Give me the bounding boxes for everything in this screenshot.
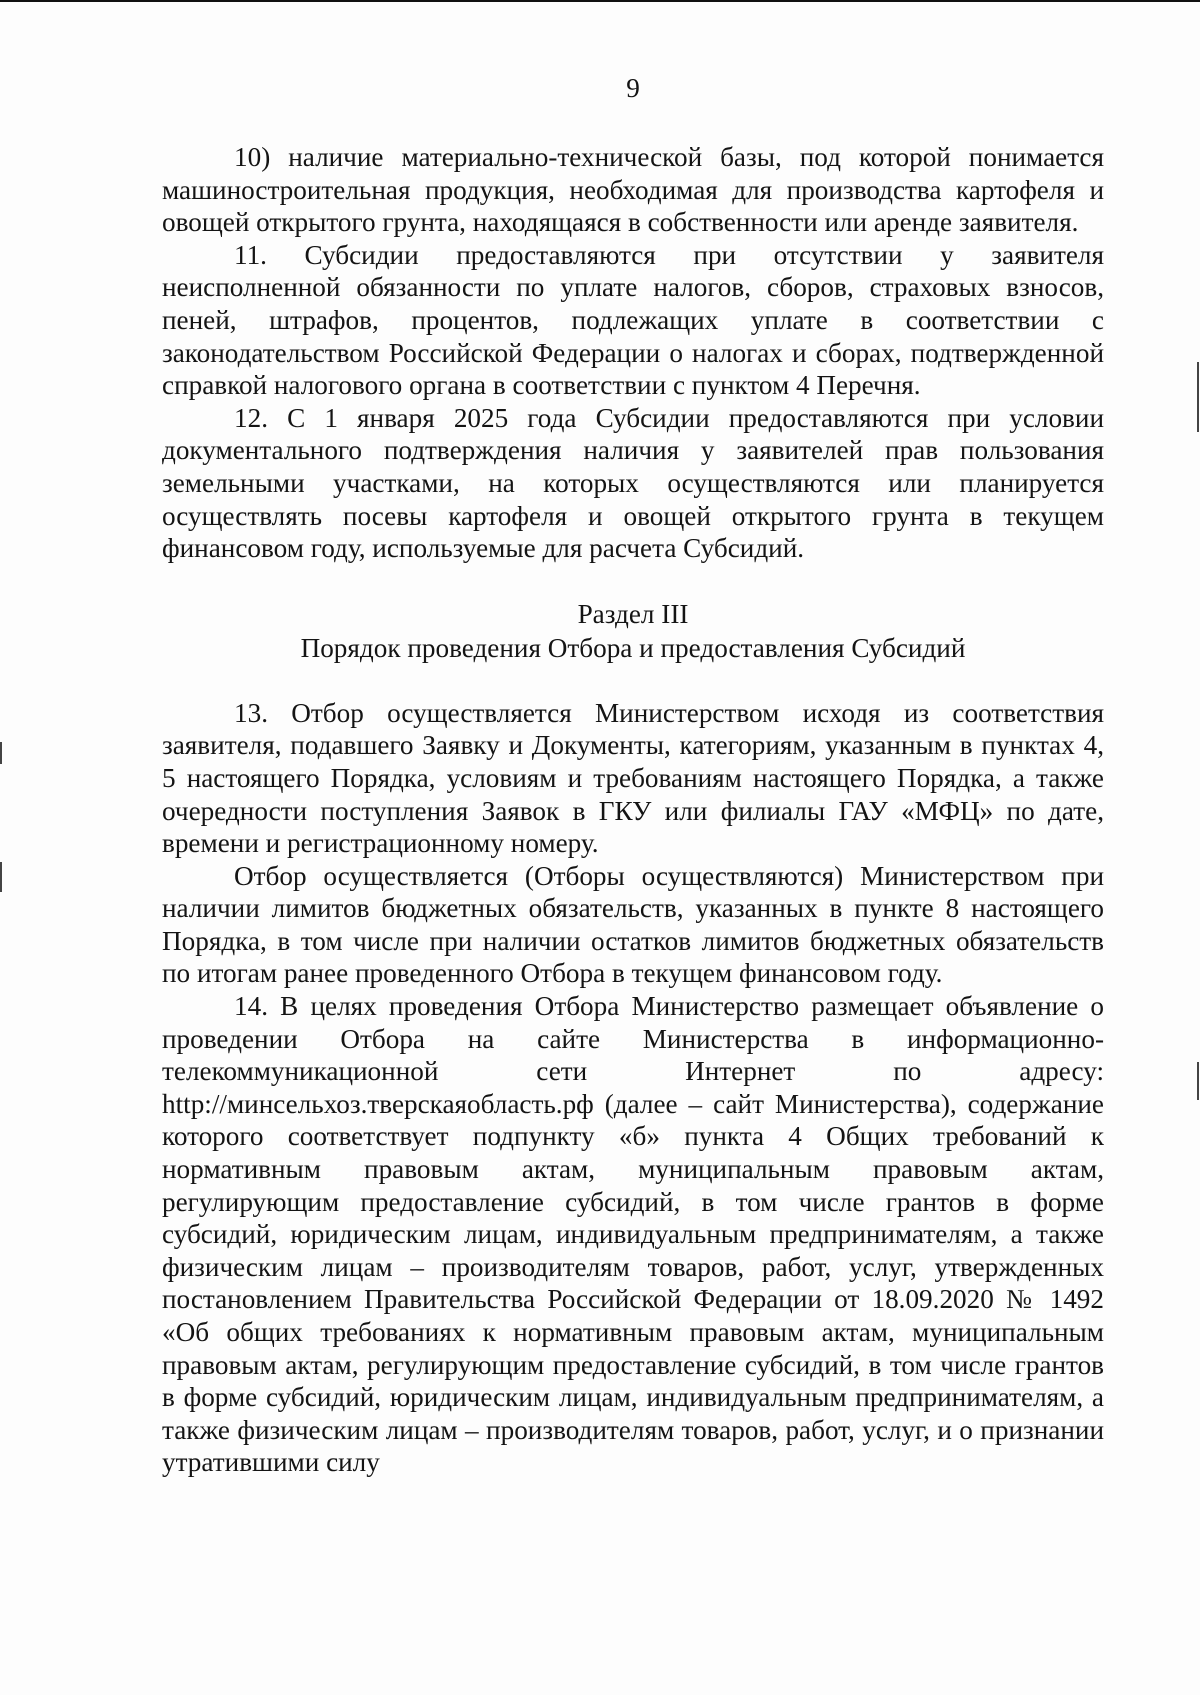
scan-top-edge [0,0,1200,2]
scan-mark [0,862,2,892]
scan-mark [0,742,2,764]
section-number: Раздел III [577,598,689,629]
section-title: Порядок проведения Отбора и предоставления Субсидий [300,632,966,663]
paragraph-14 [162,990,1104,1479]
paragraph-13-continued: Отбор осуществляется (Отборы осуществляются) Министерством при наличии лимитов бюджетных обязательств, указанных в пункте 8 настоящего Порядка, в том числе при наличии остатков лимитов бюджетных обязательств по итогам ранее проведенного Отбора в текущем финансовом году. [162,860,1104,989]
page-number: 9 [626,73,640,103]
section-heading [162,597,1104,665]
paragraph-13: 13. Отбор осуществляется Министерством исходя из соответствия заявителя, подавшего Заявку и Документы, категориям, указанным в пунктах 4, 5 настоящего Порядка, условиям и требованиям настоящего Порядка, а также очередности поступления Заявок в ГКУ или филиалы ГАУ «МФЦ» по дате, времени и регистрационному номеру. [162,697,1104,859]
paragraph-14-text-end: (далее – сайт Министерства), содержание которого соответствует подпункту «б» пункта 4 Общих требований к нормативным правовым актам, муниципальным правовым актам, регулирующим предоставление субсидий, в том числе грантов в форме субсидий, юридическим лицам, индивидуальным предпринимателям, а также физическим лицам – производителям товаров, работ, услуг, утвержденных постановлением Правительства Российской Федерации от 18.09.2020 № 1492 «Об общих требованиях к нормативным правовым актам, муниципальным правовым актам, регулирующим предоставление субсидий, в том числе грантов в форме субсидий, юридическим лицам, индивидуальным предпринимателям, а также физическим лицам – производителям товаров, работ, услуг, и о признании утратившими силу [162,1088,1104,1478]
paragraph-14-text-start: 14. В целях проведения Отбора Министерство размещает объявление о проведении Отбора на сайте Министерства в информационно-телекоммуникационной сети Интернет по адресу: [162,991,1104,1087]
paragraph-11: 11. Субсидии предоставляются при отсутствии у заявителя неисполненной обязанности по уплате налогов, сборов, страховых взносов, пеней, штрафов, процентов, подлежащих уплате в соответствии с законодательством Российской Федерации о налогах и сборах, подтвержденной справкой налогового органа в соответствии с пунктом 4 Перечня. [162,239,1104,401]
scan-mark [1197,362,1199,432]
paragraph-10: 10) наличие материально-технической базы, под которой понимается машиностроительная продукция, необходимая для производства картофеля и овощей открытого грунта, находящаяся в собственности или аренде заявителя. [162,142,1104,238]
document-body [162,68,1104,1479]
scan-mark [1197,1062,1199,1100]
ministry-website-link[interactable]: http://минсельхоз.тверскаяобласть.рф [162,1088,594,1119]
paragraph-12: 12. С 1 января 2025 года Субсидии предоставляются при условии документального подтверждения наличия у заявителей прав пользования земельными участками, на которых осуществляются или планируется осуществлять посевы картофеля и овощей открытого грунта в текущем финансовом году, используемые для расчета Субсидий. [162,402,1104,564]
